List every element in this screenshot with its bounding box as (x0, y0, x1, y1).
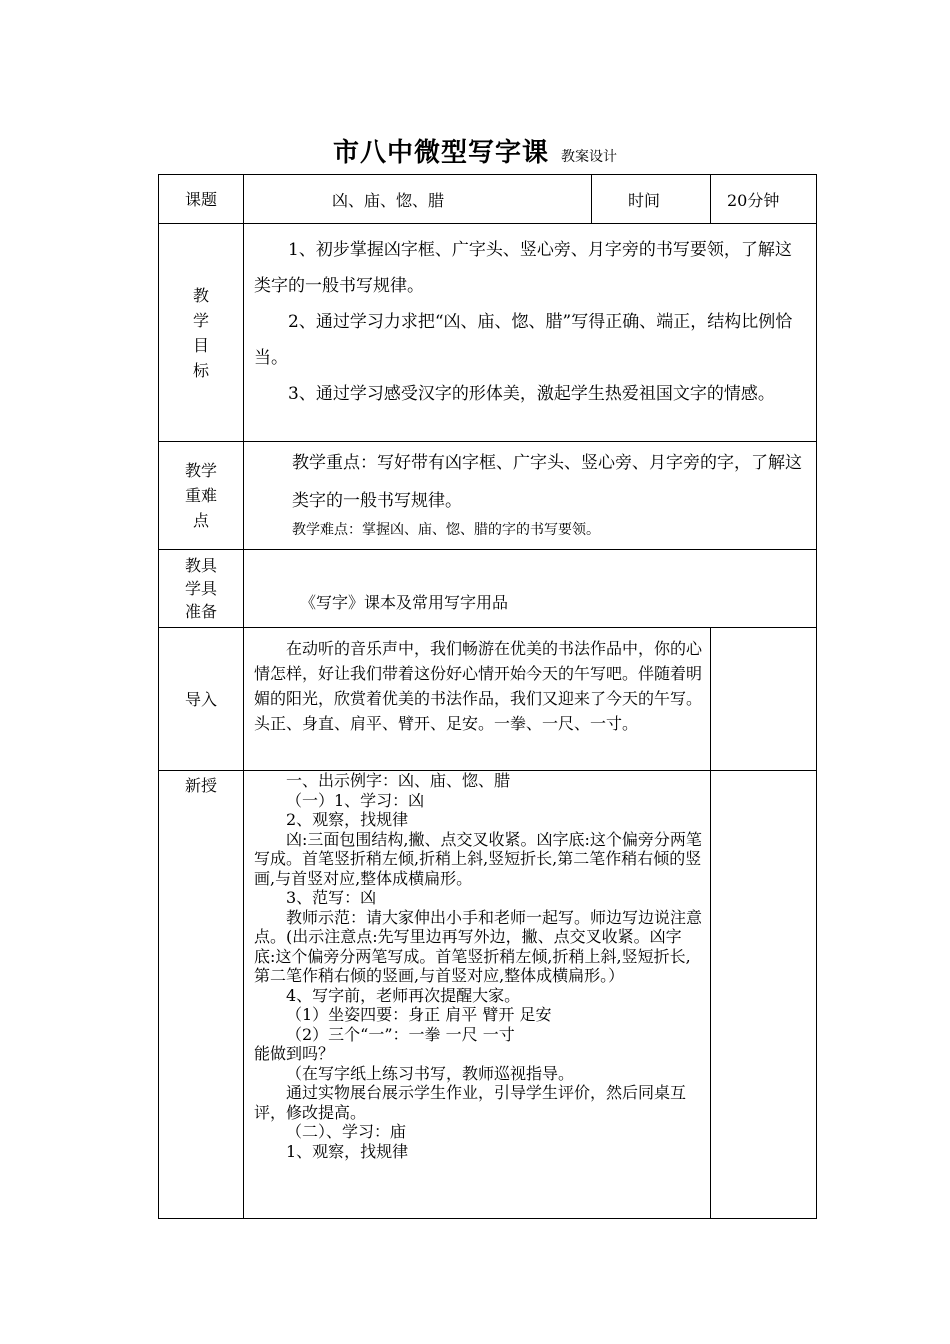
new-lesson-row (159, 771, 817, 1219)
lesson-line: （2）三个“一”：一拳 一尺 一寸 (286, 1024, 515, 1044)
new-lesson-label: 新授 (159, 771, 244, 1219)
lesson-line: （二）、学习：庙 (286, 1122, 407, 1141)
tools-label (159, 550, 244, 628)
lesson-line: 2、观察，找规律 (286, 810, 409, 829)
lesson-line: 3、范写：凶 (286, 888, 377, 907)
intro-notes-cell (711, 628, 817, 771)
new-lesson-notes-cell (711, 771, 817, 1219)
time-label: 时间 (592, 175, 711, 224)
lesson-line: （1）坐姿四要：身正 肩平 臂开 足安 (286, 1005, 552, 1024)
lesson-line: 教师示范：请大家伸出小手和老师一起写。师边写边说注意点。(出示注意点:先写里边再写外边，撇、点交叉收紧。凶字底:这个偏旁分两笔写成。首笔竖折稍左倾,折稍上斜,竖短折长,第二笔作稍右倾的竖画,与首竖对应,整体成横扁形。） (254, 907, 703, 985)
lesson-line: 1、观察，找规律 (286, 1141, 409, 1161)
key-points-label-line: 点 (192, 511, 209, 530)
lesson-line: 通过实物展台展示学生作业，引导学生评价，然后同桌互评，修改提高。 (254, 1083, 687, 1122)
new-lesson-content (244, 771, 711, 1219)
lesson-line: 凶:三面包围结构,撇、点交叉收紧。凶字底:这个偏旁分两笔写成。首笔竖折稍左倾,折稍上斜,竖短折长,第二笔作稍右倾的竖画,与首竖对应,整体成横扁形。 (254, 829, 702, 888)
page-subtitle: 教案设计 (561, 149, 617, 165)
key-points-label-line: 重难 (184, 486, 217, 505)
tools-label-line: 学具 (184, 579, 217, 598)
lesson-line: （在写字纸上练习书写，教师巡视指导。 (286, 1063, 575, 1083)
goals-content (244, 224, 817, 442)
lesson-line: 4、写字前，老师再次提醒大家。 (286, 985, 521, 1005)
intro-text: 在动听的音乐声中，我们畅游在优美的书法作品中，你的心情怎样，好让我们带着这份好心情开始今天的午写吧。伴随着明媚的阳光，欣赏着优美的书法作品，我们又迎来了今天的午写。头正、身直、肩平、臂开、足安。一拳、一尺、一寸。 (254, 639, 703, 733)
goal-item: 1、初步掌握凶字框、广字头、竖心旁、月字旁的书写要领，了解这类字的一般书写规律。 (254, 240, 792, 296)
lesson-line: （一）1、学习：凶 (286, 790, 425, 810)
goals-row (159, 224, 817, 442)
topic-label: 课题 (159, 175, 244, 224)
goals-label-char: 学 (192, 310, 209, 330)
topic-row (159, 175, 817, 224)
topic-value: 凶、庙、惚、腊 (244, 175, 592, 224)
lesson-plan-table (158, 174, 817, 1219)
key-points-content (244, 442, 817, 550)
tools-value: 《写字》课本及常用写字用品 (244, 550, 817, 628)
lesson-line: 能做到吗？ (254, 1044, 335, 1063)
goal-item: 2、通过学习力求把“凶、庙、惚、腊”写得正确、端正，结构比例恰当。 (254, 312, 793, 368)
goals-label (159, 224, 244, 442)
page-header (0, 132, 950, 169)
lesson-line: 一、出示例字：凶、庙、惚、腊 (286, 771, 511, 790)
tools-label-line: 教具 (184, 556, 217, 575)
key-points-row (159, 442, 817, 550)
time-value: 20分钟 (711, 175, 817, 224)
page-title: 市八中微型写字课 (332, 138, 549, 168)
intro-row (159, 628, 817, 771)
key-focus: 教学重点：写好带有凶字框、广字头、竖心旁、月字旁的字，了解这类字的一般书写规律。 (292, 453, 802, 511)
intro-content (244, 628, 711, 771)
intro-label: 导入 (159, 628, 244, 771)
key-points-label-line: 教学 (184, 461, 217, 480)
tools-label-line: 准备 (184, 602, 217, 621)
goals-label-char: 教 (192, 285, 209, 305)
tools-row (159, 550, 817, 628)
key-points-label (159, 442, 244, 550)
goals-label-char: 标 (192, 360, 209, 380)
goals-label-char: 目 (192, 335, 209, 355)
goal-item: 3、通过学习感受汉字的形体美，激起学生热爱祖国文字的情感。 (288, 384, 775, 404)
key-difficulty: 教学难点：掌握凶、庙、惚、腊的字的书写要领。 (292, 522, 600, 538)
